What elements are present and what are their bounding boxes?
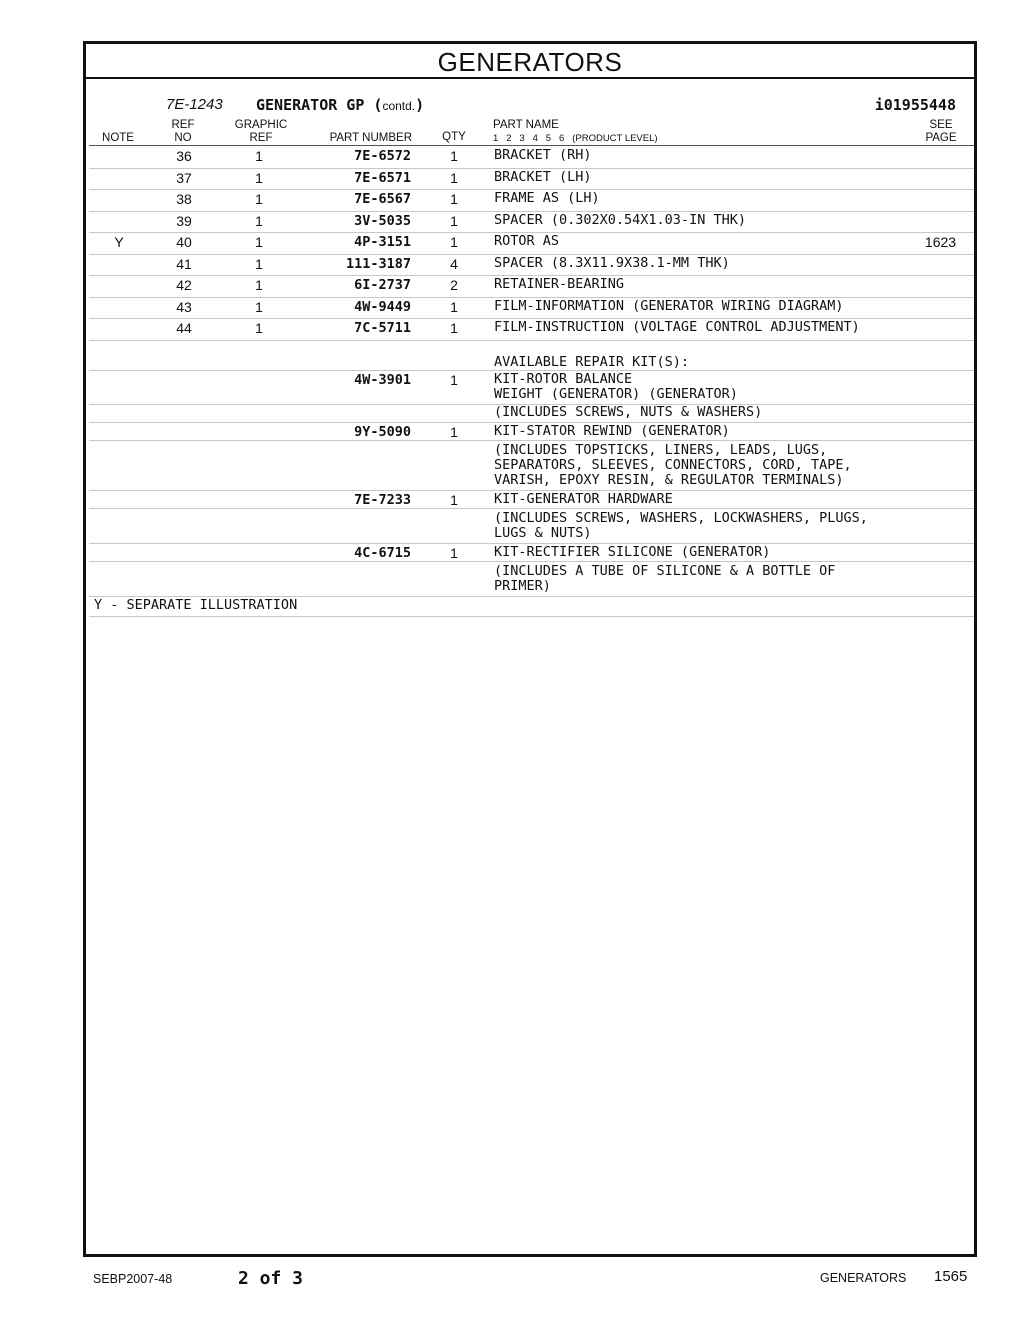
- row-ref-no: 42: [176, 277, 192, 293]
- kit-description: (INCLUDES SCREWS, NUTS & WASHERS): [494, 403, 763, 420]
- row-part-number: 7E-6571: [354, 169, 411, 186]
- header-ref-line2: NO: [174, 132, 192, 144]
- footer-page-number: 1565: [934, 1268, 968, 1285]
- kit-part-number: 9Y-5090: [354, 423, 411, 440]
- row-part-number: 4W-9449: [354, 298, 411, 315]
- row-part-name: BRACKET (RH): [494, 147, 592, 163]
- row-qty: 1: [450, 234, 458, 250]
- header-part-number: PART NUMBER: [329, 132, 412, 144]
- kit-description-row: [89, 561, 974, 597]
- row-graphic-ref: 1: [255, 320, 263, 336]
- kit-row: [89, 422, 974, 441]
- row-ref-no: 41: [176, 255, 192, 272]
- row-part-number: 3V-5035: [354, 212, 411, 229]
- row-graphic-ref: 1: [255, 148, 263, 164]
- kit-description: (INCLUDES SCREWS, WASHERS, LOCKWASHERS, PLUGS, LUGS & NUTS): [494, 509, 868, 541]
- kit-name: KIT-STATOR REWIND (GENERATOR): [494, 422, 730, 439]
- row-note: Y: [114, 234, 124, 250]
- row-part-number: 6I-2737: [354, 277, 411, 293]
- paren-open: (: [373, 96, 383, 114]
- row-graphic-ref: 1: [255, 255, 263, 272]
- row-ref-no: 39: [176, 212, 192, 229]
- table-row: [89, 275, 974, 298]
- row-graphic-ref: 1: [255, 212, 263, 229]
- kit-qty: 1: [450, 544, 458, 561]
- footnote-text: Y - SEPARATE ILLUSTRATION: [94, 596, 298, 613]
- page-frame: [83, 41, 977, 1257]
- header-product-levels: 1 2 3 4 5 6 (PRODUCT LEVEL): [493, 133, 658, 144]
- kit-qty: 1: [450, 491, 458, 508]
- header-see-line1: SEE: [929, 119, 953, 131]
- row-part-name: RETAINER-BEARING: [494, 276, 625, 292]
- illustration-id: i01955448: [874, 96, 956, 114]
- kit-part-number: 7E-7233: [354, 491, 411, 508]
- table-row: [89, 318, 974, 341]
- table-row: [89, 168, 974, 191]
- group-number: 7E-1243: [166, 96, 223, 113]
- kit-row: [89, 370, 974, 405]
- contd-label: contd.: [382, 99, 416, 113]
- kit-name: KIT-GENERATOR HARDWARE: [494, 490, 673, 507]
- row-graphic-ref: 1: [255, 234, 263, 250]
- kit-row: [89, 543, 974, 562]
- footer-section: GENERATORS: [820, 1271, 907, 1285]
- header-see-line2: PAGE: [925, 132, 957, 144]
- row-part-number: 7E-6572: [354, 148, 411, 164]
- header-gref-line2: REF: [249, 132, 273, 144]
- kit-description-row: [89, 508, 974, 544]
- header-qty: QTY: [442, 131, 466, 143]
- row-graphic-ref: 1: [255, 169, 263, 186]
- header-note: NOTE: [102, 132, 134, 144]
- row-ref-no: 38: [176, 191, 192, 207]
- kit-name: KIT-RECTIFIER SILICONE (GENERATOR): [494, 543, 771, 560]
- row-ref-no: 43: [176, 298, 192, 315]
- kit-description: (INCLUDES TOPSTICKS, LINERS, LEADS, LUGS, SEPARATORS, SLEEVES, CONNECTORS, CORD, TAPE, VARISH, EPOXY RESIN, & REGULATOR TERMINALS): [494, 441, 852, 488]
- table-row: [89, 211, 974, 234]
- header-row-rule: [89, 122, 974, 146]
- table-row: [89, 232, 974, 255]
- row-graphic-ref: 1: [255, 191, 263, 207]
- kit-qty: 1: [450, 371, 458, 388]
- row-qty: 1: [450, 191, 458, 207]
- kit-description: (INCLUDES A TUBE OF SILICONE & A BOTTLE OF PRIMER): [494, 562, 836, 594]
- row-part-name: ROTOR AS: [494, 233, 560, 249]
- row-part-number: 111-3187: [345, 255, 411, 272]
- row-part-name: FILM-INFORMATION (GENERATOR WIRING DIAGRAM): [494, 297, 844, 314]
- group-name: [256, 96, 424, 114]
- kit-part-number: 4C-6715: [354, 544, 411, 561]
- row-qty: 2: [450, 277, 458, 293]
- row-ref-no: 37: [176, 169, 192, 186]
- footer-doc-number: SEBP2007-48: [93, 1272, 173, 1286]
- table-row: [89, 297, 974, 320]
- row-qty: 1: [450, 148, 458, 164]
- table-row: [89, 189, 974, 212]
- kits-heading-row: [89, 340, 974, 371]
- group-name-text: GENERATOR GP: [256, 96, 365, 114]
- kit-row: [89, 490, 974, 509]
- paren-close: ): [415, 96, 425, 114]
- row-graphic-ref: 1: [255, 277, 263, 293]
- row-ref-no: 40: [176, 234, 192, 250]
- row-qty: 1: [450, 298, 458, 315]
- row-part-name: FRAME AS (LH): [494, 190, 600, 206]
- header-part-name-label: PART NAME: [493, 119, 559, 131]
- row-part-name: BRACKET (LH): [494, 168, 592, 185]
- row-part-number: 7C-5711: [354, 320, 411, 336]
- kit-description-row: [89, 440, 974, 491]
- row-qty: 1: [450, 320, 458, 336]
- kit-description-row: [89, 404, 974, 423]
- row-part-name: FILM-INSTRUCTION (VOLTAGE CONTROL ADJUSTMENT): [494, 319, 860, 335]
- header-gref-line1: GRAPHIC: [234, 119, 288, 131]
- section-banner: GENERATORS: [86, 44, 974, 79]
- header-ref-line1: REF: [171, 119, 195, 131]
- footer-page-of: 2 of 3: [238, 1268, 304, 1289]
- footnote-row: [89, 596, 974, 617]
- row-part-name: SPACER (8.3X11.9X38.1-MM THK): [494, 254, 730, 271]
- row-qty: 1: [450, 169, 458, 186]
- row-see-page: 1623: [924, 234, 957, 250]
- row-ref-no: 44: [176, 320, 192, 336]
- kit-qty: 1: [450, 423, 458, 440]
- row-part-name: SPACER (0.302X0.54X1.03-IN THK): [494, 211, 746, 228]
- row-ref-no: 36: [176, 148, 192, 164]
- table-row: [89, 146, 974, 169]
- table-row: [89, 254, 974, 277]
- kit-part-number: 4W-3901: [354, 371, 411, 388]
- row-qty: 4: [450, 255, 458, 272]
- row-graphic-ref: 1: [255, 298, 263, 315]
- row-part-number: 7E-6567: [354, 191, 411, 207]
- kits-heading: AVAILABLE REPAIR KIT(S):: [494, 353, 690, 370]
- row-qty: 1: [450, 212, 458, 229]
- row-part-number: 4P-3151: [354, 234, 411, 250]
- kit-name: KIT-ROTOR BALANCE WEIGHT (GENERATOR) (GENERATOR): [494, 370, 738, 402]
